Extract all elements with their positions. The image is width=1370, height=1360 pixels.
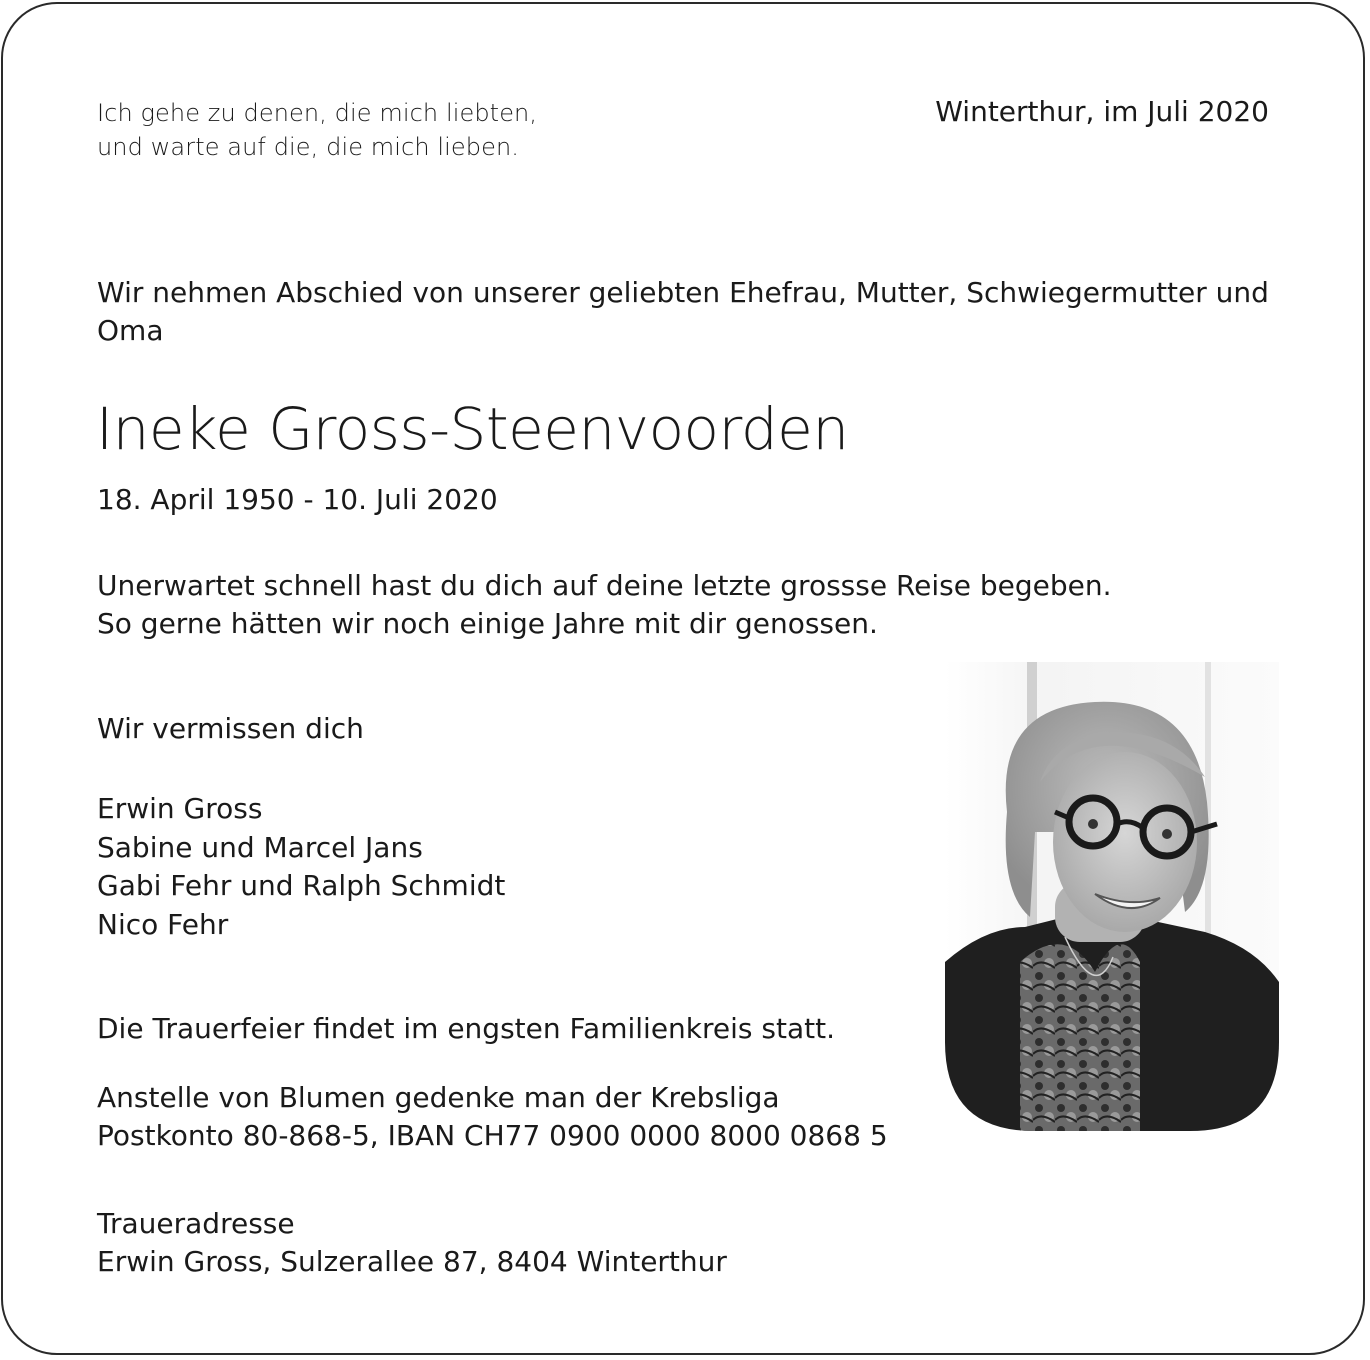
ceremony-note: Die Trauerfeier findet im engsten Familienkreis statt. (97, 1012, 835, 1045)
message-line: So gerne hätten wir noch einige Jahre mit dir genossen. (97, 607, 878, 640)
motto-quote (97, 96, 537, 164)
address-value: Erwin Gross, Sulzerallee 87, 8404 Winterthur (97, 1245, 727, 1278)
donation-note (97, 1079, 888, 1155)
family-member: Sabine und Marcel Jans (97, 830, 423, 864)
motto-line: Ich gehe zu denen, die mich liebten, (97, 99, 538, 127)
farewell-message (97, 567, 1112, 643)
address-label: Traueradresse (97, 1207, 295, 1240)
donation-account: Postkonto 80-868-5, IBAN CH77 0900 0000 8000 0868 5 (97, 1119, 888, 1152)
life-dates: 18. April 1950 - 10. Juli 2020 (97, 483, 498, 516)
portrait-photo (945, 662, 1279, 1131)
intro-text: Wir nehmen Abschied von unserer geliebten Ehefrau, Mutter, Schwiegermutter und Oma (97, 276, 1269, 347)
patterned-blouse (1020, 944, 1140, 1131)
family-member: Gabi Fehr und Ralph Schmidt (97, 869, 506, 902)
family-member: Erwin Gross (97, 792, 263, 825)
mourning-address (97, 1205, 727, 1281)
family-list (97, 790, 505, 944)
motto-line: und warte auf die, die mich lieben. (97, 133, 520, 161)
deceased-name: Ineke Gross-Steenvoorden (96, 395, 849, 463)
miss-text: Wir vermissen dich (97, 712, 364, 745)
place-date: Winterthur, im Juli 2020 (935, 95, 1269, 128)
donation-line: Anstelle von Blumen gedenke man der Krebsliga (97, 1081, 780, 1114)
message-line: Unerwartet schnell hast du dich auf deine letzte grossse Reise begeben. (97, 569, 1112, 602)
family-member: Nico Fehr (97, 907, 229, 941)
